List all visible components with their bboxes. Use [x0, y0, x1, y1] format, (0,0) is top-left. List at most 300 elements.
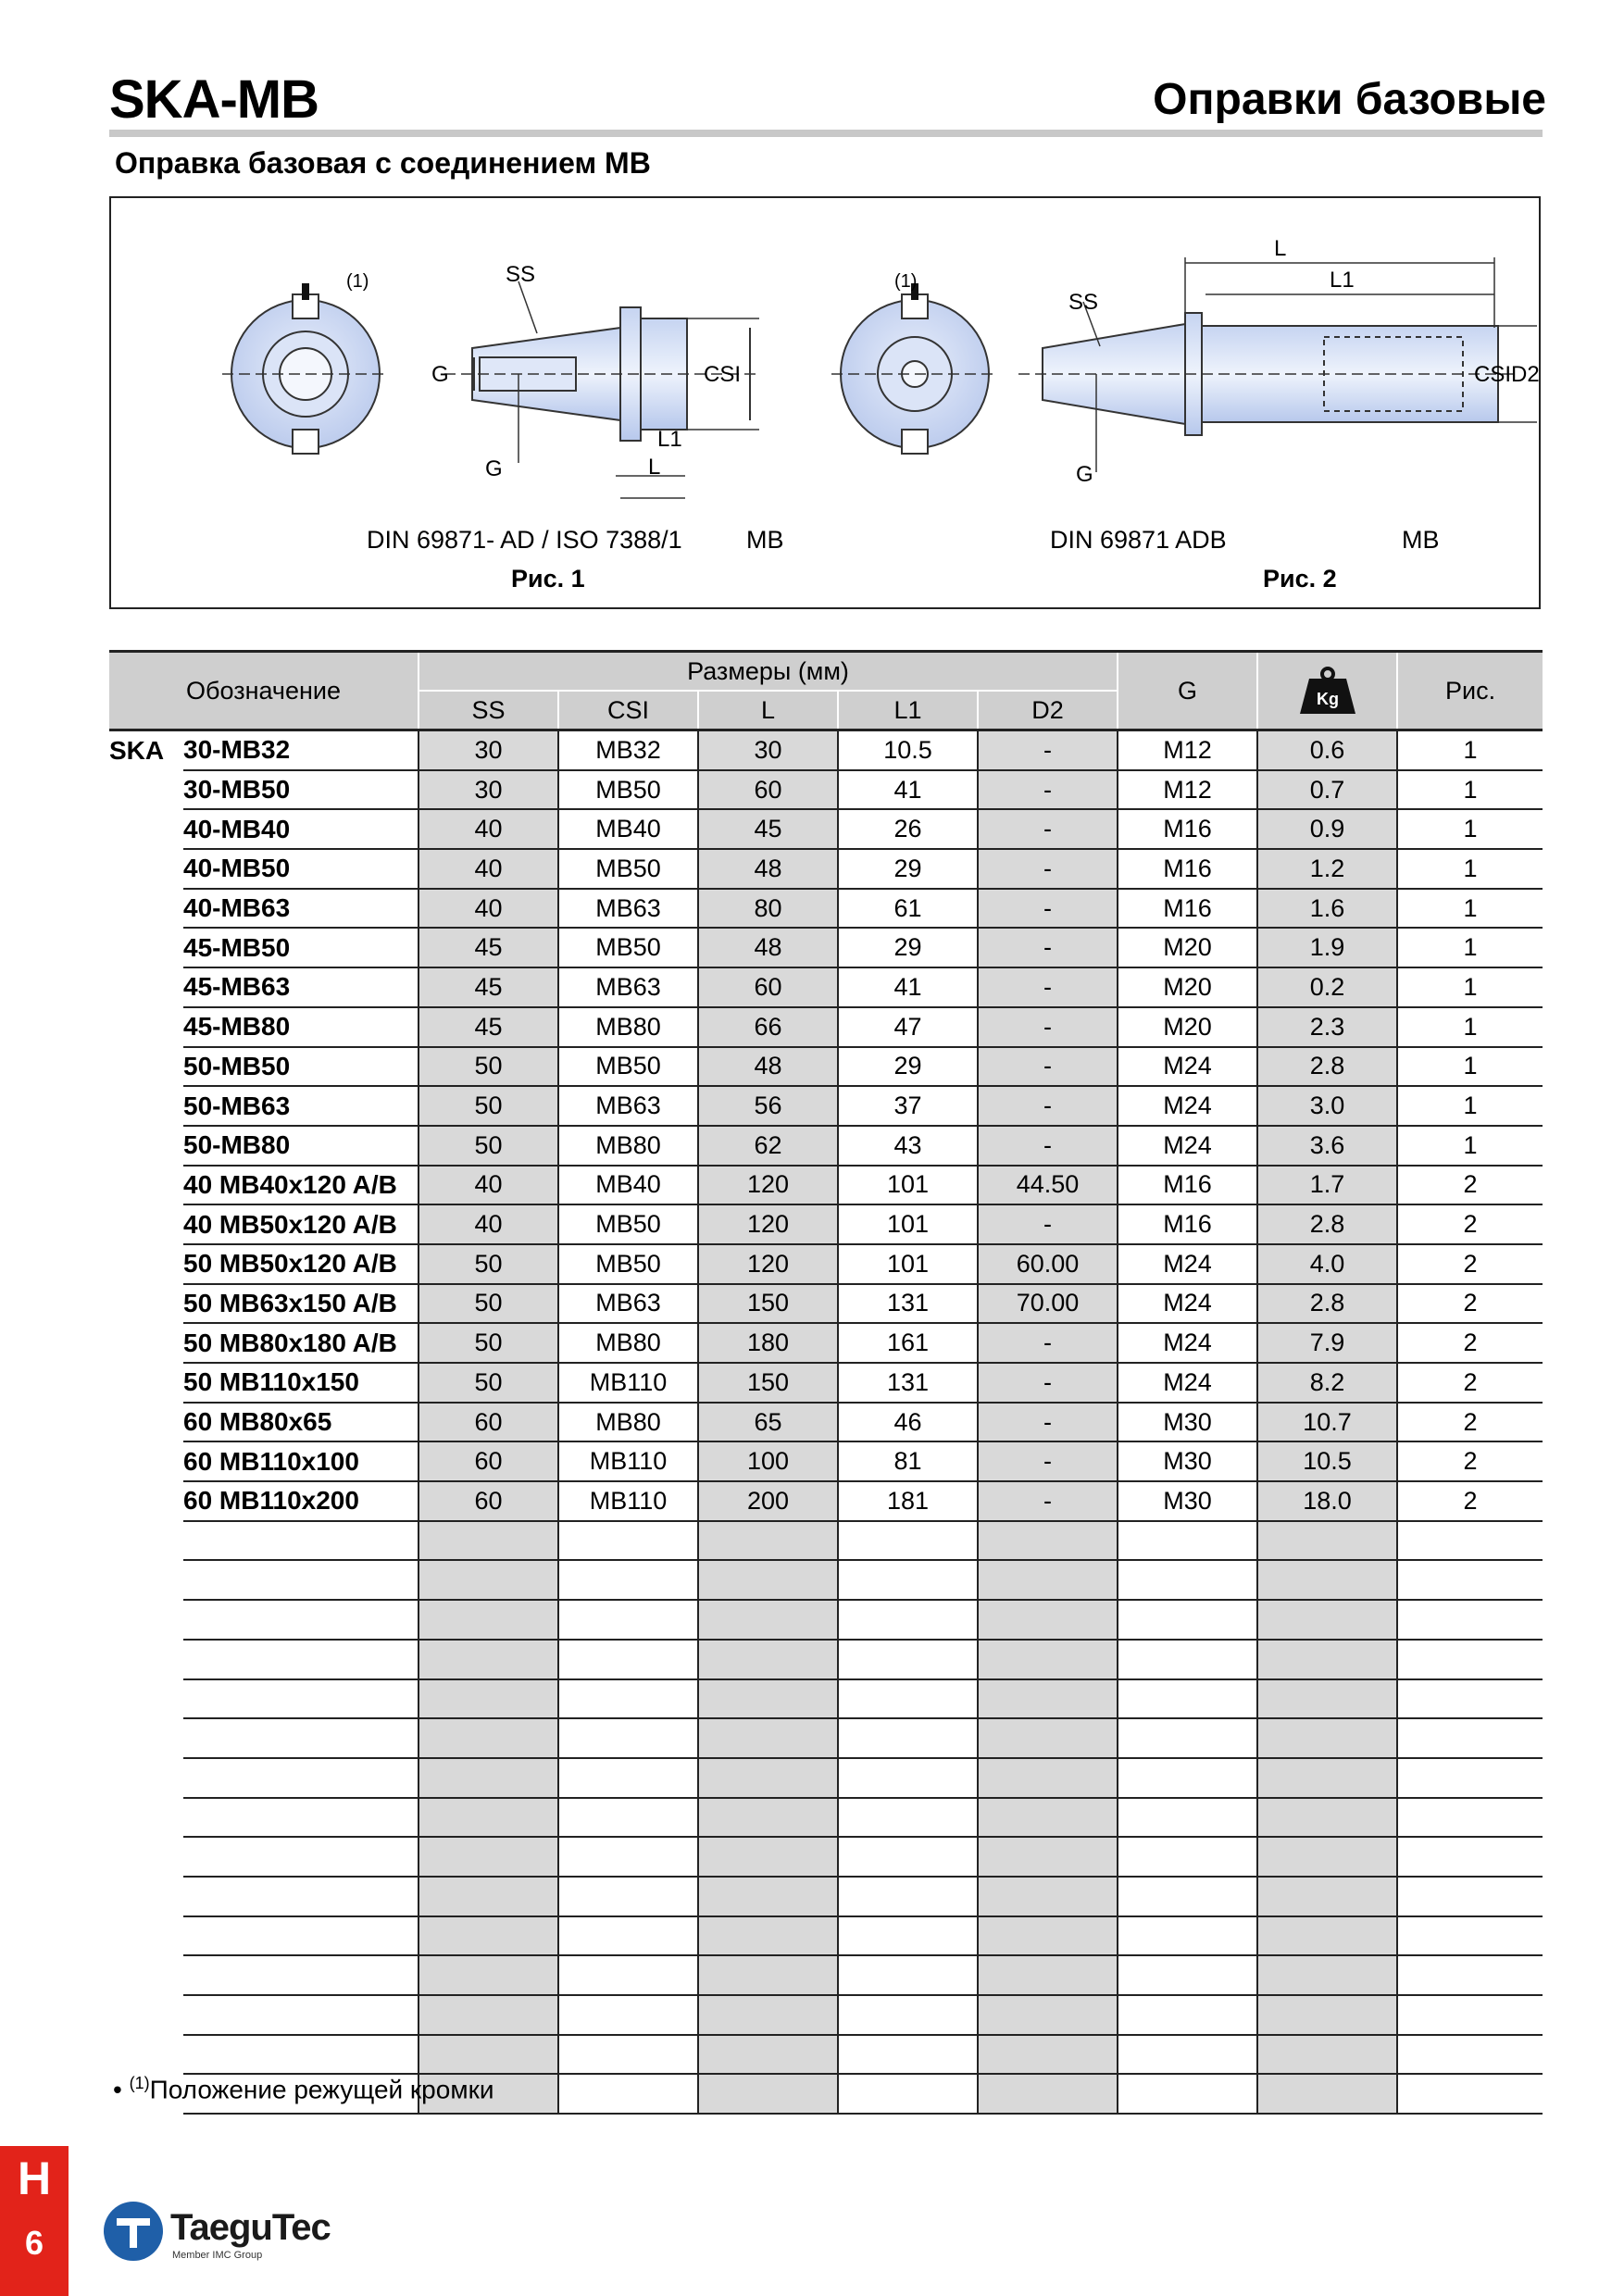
empty-ss-cell — [418, 1995, 558, 2035]
empty-designation-cell — [183, 1560, 418, 1600]
designation-prefix — [109, 770, 183, 810]
fig-cell: 2 — [1397, 1284, 1543, 1324]
empty-fig-cell — [1397, 1995, 1543, 2035]
designation-prefix — [109, 1126, 183, 1166]
kg-cell: 0.7 — [1257, 770, 1397, 810]
empty-l1-cell — [838, 1560, 978, 1600]
empty-g-cell — [1118, 1955, 1257, 1995]
l-cell: 62 — [698, 1126, 838, 1166]
l1-cell: 26 — [838, 809, 978, 849]
empty-csi-cell — [558, 1758, 698, 1798]
empty-designation-cell — [183, 1955, 418, 1995]
title-rule — [109, 130, 1543, 137]
d2-cell: - — [978, 1403, 1118, 1442]
empty-fig-cell — [1397, 1521, 1543, 1561]
empty-designation-cell — [183, 1521, 418, 1561]
empty-d2-cell — [978, 1837, 1118, 1877]
technical-drawings — [111, 198, 1543, 611]
l-cell: 48 — [698, 849, 838, 889]
empty-l1-cell — [838, 1955, 978, 1995]
ss-cell: 50 — [418, 1047, 558, 1087]
empty-fig-cell — [1397, 1916, 1543, 1956]
fig2-csi-label: CSI — [1474, 362, 1512, 387]
designation-prefix — [109, 1007, 183, 1047]
fig-cell: 2 — [1397, 1323, 1543, 1363]
footnote-text: Положение режущей кромки — [149, 2075, 494, 2104]
header-l: L — [698, 691, 838, 730]
g-cell: M30 — [1118, 1403, 1257, 1442]
designation-prefix: SKA — [109, 735, 165, 765]
csi-cell: MB110 — [558, 1363, 698, 1403]
ss-cell: 50 — [418, 1323, 558, 1363]
designation-cell: 30-MB50 — [183, 770, 418, 810]
designation-prefix — [109, 1166, 183, 1205]
empty-prefix-cell — [109, 1560, 183, 1600]
empty-l-cell — [698, 1955, 838, 1995]
empty-d2-cell — [978, 2035, 1118, 2075]
fig2-l1-label: L1 — [1330, 268, 1355, 293]
empty-kg-cell — [1257, 1640, 1397, 1679]
empty-d2-cell — [978, 1798, 1118, 1838]
l-cell: 100 — [698, 1441, 838, 1481]
empty-g-cell — [1118, 2074, 1257, 2114]
empty-ss-cell — [418, 1877, 558, 1916]
csi-cell: MB40 — [558, 1166, 698, 1205]
empty-ss-cell — [418, 1718, 558, 1758]
designation-prefix — [109, 1481, 183, 1521]
designation-cell: 50 MB63x150 A/B — [183, 1284, 418, 1324]
table-row — [109, 889, 1543, 929]
designation-cell: 50 MB50x120 A/B — [183, 1244, 418, 1284]
designation-cell: 45-MB80 — [183, 1007, 418, 1047]
d2-cell: - — [978, 1481, 1118, 1521]
ss-cell: 40 — [418, 889, 558, 929]
empty-d2-cell — [978, 1758, 1118, 1798]
empty-prefix-cell — [109, 1600, 183, 1640]
empty-g-cell — [1118, 1877, 1257, 1916]
csi-cell: MB50 — [558, 1047, 698, 1087]
empty-g-cell — [1118, 1798, 1257, 1838]
designation-cell: 45-MB63 — [183, 967, 418, 1007]
fig-cell: 2 — [1397, 1363, 1543, 1403]
ss-cell: 40 — [418, 809, 558, 849]
header-l1: L1 — [838, 691, 978, 730]
d2-cell: - — [978, 1126, 1118, 1166]
empty-csi-cell — [558, 1995, 698, 2035]
l-cell: 60 — [698, 967, 838, 1007]
g-cell: M24 — [1118, 1244, 1257, 1284]
empty-prefix-cell — [109, 1758, 183, 1798]
g-cell: M16 — [1118, 889, 1257, 929]
fig1-g2-label: G — [485, 456, 503, 481]
empty-csi-cell — [558, 1718, 698, 1758]
kg-cell: 1.7 — [1257, 1166, 1397, 1205]
l-cell: 80 — [698, 889, 838, 929]
empty-g-cell — [1118, 1521, 1257, 1561]
fig2-g-label: G — [1076, 462, 1093, 487]
g-cell: M20 — [1118, 928, 1257, 967]
csi-cell: MB50 — [558, 1244, 698, 1284]
empty-designation-cell — [183, 1600, 418, 1640]
empty-l1-cell — [838, 1600, 978, 1640]
page-number: 6 — [24, 2224, 44, 2262]
section-tab — [0, 2146, 69, 2296]
empty-table-row — [109, 2035, 1543, 2075]
table-row — [109, 770, 1543, 810]
d2-cell: - — [978, 1047, 1118, 1087]
empty-l-cell — [698, 1798, 838, 1838]
empty-l-cell — [698, 2035, 838, 2075]
empty-g-cell — [1118, 1600, 1257, 1640]
ss-cell: 45 — [418, 928, 558, 967]
empty-g-cell — [1118, 1679, 1257, 1719]
ss-cell: 50 — [418, 1086, 558, 1126]
l1-cell: 41 — [838, 770, 978, 810]
d2-cell: - — [978, 928, 1118, 967]
empty-kg-cell — [1257, 1679, 1397, 1719]
designation-cell: 50-MB63 — [183, 1086, 418, 1126]
fig1-connection: MB — [746, 526, 784, 554]
empty-kg-cell — [1257, 2035, 1397, 2075]
empty-l1-cell — [838, 1640, 978, 1679]
empty-table-row — [109, 1679, 1543, 1719]
l-cell: 200 — [698, 1481, 838, 1521]
csi-cell: MB110 — [558, 1441, 698, 1481]
empty-prefix-cell — [109, 1995, 183, 2035]
ss-cell: 60 — [418, 1481, 558, 1521]
empty-csi-cell — [558, 1877, 698, 1916]
table-row — [109, 1284, 1543, 1324]
d2-cell: - — [978, 1441, 1118, 1481]
company-logo — [104, 2202, 344, 2266]
empty-designation-cell — [183, 1758, 418, 1798]
fig-cell: 2 — [1397, 1441, 1543, 1481]
d2-cell: 70.00 — [978, 1284, 1118, 1324]
empty-table-row — [109, 1995, 1543, 2035]
designation-cell: 60 MB80x65 — [183, 1403, 418, 1442]
empty-fig-cell — [1397, 1718, 1543, 1758]
spec-table — [109, 650, 1543, 2115]
section-letter: H — [17, 2152, 52, 2204]
empty-csi-cell — [558, 1679, 698, 1719]
ss-cell: 45 — [418, 967, 558, 1007]
empty-fig-cell — [1397, 1758, 1543, 1798]
empty-table-row — [109, 1560, 1543, 1600]
kg-cell: 10.7 — [1257, 1403, 1397, 1442]
empty-ss-cell — [418, 1758, 558, 1798]
empty-csi-cell — [558, 2035, 698, 2075]
fig2-standard: DIN 69871 ADB — [1050, 526, 1227, 554]
page-subtitle: Оправка базовая с соединением MB — [115, 146, 651, 180]
ss-cell: 40 — [418, 849, 558, 889]
fig-cell: 1 — [1397, 849, 1543, 889]
l1-cell: 101 — [838, 1166, 978, 1205]
fig-cell: 1 — [1397, 967, 1543, 1007]
ss-cell: 30 — [418, 730, 558, 770]
fig-cell: 2 — [1397, 1481, 1543, 1521]
ss-cell: 50 — [418, 1363, 558, 1403]
fig1-ss-label: SS — [506, 262, 536, 287]
empty-table-row — [109, 1521, 1543, 1561]
empty-csi-cell — [558, 2074, 698, 2114]
empty-kg-cell — [1257, 1916, 1397, 1956]
fig2-connection: MB — [1402, 526, 1440, 554]
empty-fig-cell — [1397, 1955, 1543, 1995]
empty-kg-cell — [1257, 1758, 1397, 1798]
fig-cell: 1 — [1397, 809, 1543, 849]
fig-cell: 1 — [1397, 1086, 1543, 1126]
table-row — [109, 1047, 1543, 1087]
header-ss: SS — [418, 691, 558, 730]
l1-cell: 29 — [838, 1047, 978, 1087]
empty-l-cell — [698, 1877, 838, 1916]
empty-l1-cell — [838, 1798, 978, 1838]
empty-l-cell — [698, 1679, 838, 1719]
l-cell: 60 — [698, 770, 838, 810]
g-cell: M16 — [1118, 809, 1257, 849]
empty-prefix-cell — [109, 1521, 183, 1561]
csi-cell: MB50 — [558, 849, 698, 889]
empty-kg-cell — [1257, 1600, 1397, 1640]
d2-cell: - — [978, 1204, 1118, 1244]
empty-kg-cell — [1257, 1995, 1397, 2035]
fig-cell: 1 — [1397, 928, 1543, 967]
empty-l1-cell — [838, 1837, 978, 1877]
table-row — [109, 967, 1543, 1007]
footnote — [113, 2074, 493, 2104]
empty-d2-cell — [978, 1679, 1118, 1719]
spec-table-body — [109, 730, 1543, 2115]
csi-cell: MB63 — [558, 889, 698, 929]
l-cell: 120 — [698, 1166, 838, 1205]
l1-cell: 29 — [838, 928, 978, 967]
empty-table-row — [109, 1877, 1543, 1916]
empty-l-cell — [698, 1758, 838, 1798]
empty-prefix-cell — [109, 1955, 183, 1995]
empty-table-row — [109, 1758, 1543, 1798]
header-designation: Обозначение — [109, 652, 418, 730]
designation-prefix — [109, 1204, 183, 1244]
section-title: Оправки базовые — [1153, 75, 1546, 124]
fig1-g-label: G — [431, 362, 449, 387]
empty-designation-cell — [183, 1798, 418, 1838]
empty-d2-cell — [978, 1640, 1118, 1679]
empty-designation-cell — [183, 1837, 418, 1877]
empty-l1-cell — [838, 2035, 978, 2075]
d2-cell: - — [978, 889, 1118, 929]
empty-csi-cell — [558, 1798, 698, 1838]
d2-cell: - — [978, 730, 1118, 770]
designation-cell: 40-MB63 — [183, 889, 418, 929]
g-cell: M12 — [1118, 730, 1257, 770]
g-cell: M16 — [1118, 1166, 1257, 1205]
l-cell: 65 — [698, 1403, 838, 1442]
empty-table-row — [109, 1600, 1543, 1640]
empty-table-row — [109, 1837, 1543, 1877]
l1-cell: 81 — [838, 1441, 978, 1481]
empty-l1-cell — [838, 1521, 978, 1561]
empty-csi-cell — [558, 1837, 698, 1877]
empty-ss-cell — [418, 1640, 558, 1679]
d2-cell: - — [978, 770, 1118, 810]
header-d2: D2 — [978, 691, 1118, 730]
empty-fig-cell — [1397, 1560, 1543, 1600]
fig-cell: 1 — [1397, 889, 1543, 929]
fig1-l1-label: L1 — [657, 427, 682, 452]
csi-cell: MB110 — [558, 1481, 698, 1521]
empty-ss-cell — [418, 1521, 558, 1561]
empty-csi-cell — [558, 1640, 698, 1679]
fig2-ss-label: SS — [1068, 290, 1099, 315]
logo-tagline: Member IMC Group — [172, 2250, 263, 2261]
empty-d2-cell — [978, 1521, 1118, 1561]
empty-kg-cell — [1257, 1837, 1397, 1877]
kg-cell: 8.2 — [1257, 1363, 1397, 1403]
l-cell: 48 — [698, 928, 838, 967]
table-row — [109, 1403, 1543, 1442]
svg-text:Kg: Kg — [1316, 690, 1339, 708]
empty-l-cell — [698, 1916, 838, 1956]
csi-cell: MB80 — [558, 1323, 698, 1363]
l1-cell: 181 — [838, 1481, 978, 1521]
fig1-csi-label: CSI — [704, 362, 742, 387]
designation-prefix — [109, 967, 183, 1007]
empty-ss-cell — [418, 1955, 558, 1995]
l-cell: 56 — [698, 1086, 838, 1126]
d2-cell: - — [978, 1323, 1118, 1363]
figure-panel — [109, 196, 1541, 609]
d2-cell: 44.50 — [978, 1166, 1118, 1205]
empty-d2-cell — [978, 1560, 1118, 1600]
kg-cell: 0.2 — [1257, 967, 1397, 1007]
d2-cell: - — [978, 1363, 1118, 1403]
l-cell: 30 — [698, 730, 838, 770]
designation-prefix — [109, 1244, 183, 1284]
table-row — [109, 1086, 1543, 1126]
csi-cell: MB80 — [558, 1403, 698, 1442]
l-cell: 180 — [698, 1323, 838, 1363]
table-row — [109, 1363, 1543, 1403]
empty-kg-cell — [1257, 1560, 1397, 1600]
empty-g-cell — [1118, 1916, 1257, 1956]
designation-cell: 60 MB110x100 — [183, 1441, 418, 1481]
page-code: SKA-MB — [109, 69, 319, 130]
empty-designation-cell — [183, 1877, 418, 1916]
empty-prefix-cell — [109, 1916, 183, 1956]
empty-designation-cell — [183, 1995, 418, 2035]
empty-prefix-cell — [109, 1679, 183, 1719]
l-cell: 48 — [698, 1047, 838, 1087]
d2-cell: - — [978, 849, 1118, 889]
g-cell: M20 — [1118, 967, 1257, 1007]
l1-cell: 46 — [838, 1403, 978, 1442]
footnote-bullet: • — [113, 2075, 130, 2104]
ss-cell: 50 — [418, 1126, 558, 1166]
designation-cell: 30-MB32 — [183, 730, 418, 770]
empty-g-cell — [1118, 1758, 1257, 1798]
empty-designation-cell — [183, 1718, 418, 1758]
csi-cell: MB50 — [558, 1204, 698, 1244]
empty-csi-cell — [558, 1521, 698, 1561]
g-cell: M16 — [1118, 849, 1257, 889]
designation-cell: 40 MB40x120 A/B — [183, 1166, 418, 1205]
designation-prefix — [109, 1323, 183, 1363]
fig1-mark-label: (1) — [346, 271, 369, 292]
fig2-mark-label: (1) — [894, 271, 918, 292]
empty-prefix-cell — [109, 1640, 183, 1679]
empty-prefix-cell — [109, 1877, 183, 1916]
empty-table-row — [109, 1955, 1543, 1995]
table-row — [109, 1441, 1543, 1481]
ss-cell: 50 — [418, 1284, 558, 1324]
l-cell: 45 — [698, 809, 838, 849]
table-row — [109, 928, 1543, 967]
kg-cell: 2.3 — [1257, 1007, 1397, 1047]
csi-cell: MB63 — [558, 1086, 698, 1126]
ss-cell: 50 — [418, 1244, 558, 1284]
table-row — [109, 1323, 1543, 1363]
empty-l-cell — [698, 1837, 838, 1877]
designation-prefix — [109, 1284, 183, 1324]
designation-prefix — [109, 1047, 183, 1087]
table-row — [109, 730, 1543, 770]
l1-cell: 61 — [838, 889, 978, 929]
weight-kg-icon — [1298, 666, 1357, 716]
kg-cell: 3.6 — [1257, 1126, 1397, 1166]
kg-cell: 3.0 — [1257, 1086, 1397, 1126]
empty-l1-cell — [838, 2074, 978, 2114]
designation-cell: 50-MB80 — [183, 1126, 418, 1166]
csi-cell: MB50 — [558, 770, 698, 810]
empty-g-cell — [1118, 1560, 1257, 1600]
csi-cell: MB63 — [558, 1284, 698, 1324]
empty-fig-cell — [1397, 1798, 1543, 1838]
designation-cell: 50 MB110x150 — [183, 1363, 418, 1403]
g-cell: M12 — [1118, 770, 1257, 810]
fig1-end-view — [222, 283, 389, 454]
fig-cell: 1 — [1397, 730, 1543, 770]
empty-l1-cell — [838, 1995, 978, 2035]
csi-cell: MB32 — [558, 730, 698, 770]
kg-cell: 4.0 — [1257, 1244, 1397, 1284]
csi-cell: MB50 — [558, 928, 698, 967]
empty-fig-cell — [1397, 2035, 1543, 2075]
ss-cell: 30 — [418, 770, 558, 810]
l1-cell: 37 — [838, 1086, 978, 1126]
l1-cell: 131 — [838, 1284, 978, 1324]
fig2-caption: Рис. 2 — [1263, 565, 1337, 593]
designation-cell: 40-MB40 — [183, 809, 418, 849]
table-row — [109, 849, 1543, 889]
header-weight — [1257, 652, 1397, 730]
ss-cell: 60 — [418, 1441, 558, 1481]
kg-cell: 7.9 — [1257, 1323, 1397, 1363]
empty-ss-cell — [418, 1600, 558, 1640]
empty-fig-cell — [1397, 1877, 1543, 1916]
fig1-standard: DIN 69871- AD / ISO 7388/1 — [367, 526, 682, 554]
table-row — [109, 1126, 1543, 1166]
empty-ss-cell — [418, 1916, 558, 1956]
empty-l1-cell — [838, 1718, 978, 1758]
kg-cell: 2.8 — [1257, 1204, 1397, 1244]
empty-l-cell — [698, 1560, 838, 1600]
designation-prefix — [109, 1441, 183, 1481]
empty-table-row — [109, 1640, 1543, 1679]
kg-cell: 10.5 — [1257, 1441, 1397, 1481]
l1-cell: 101 — [838, 1244, 978, 1284]
designation-prefix — [109, 928, 183, 967]
header-fig: Рис. — [1397, 652, 1543, 730]
